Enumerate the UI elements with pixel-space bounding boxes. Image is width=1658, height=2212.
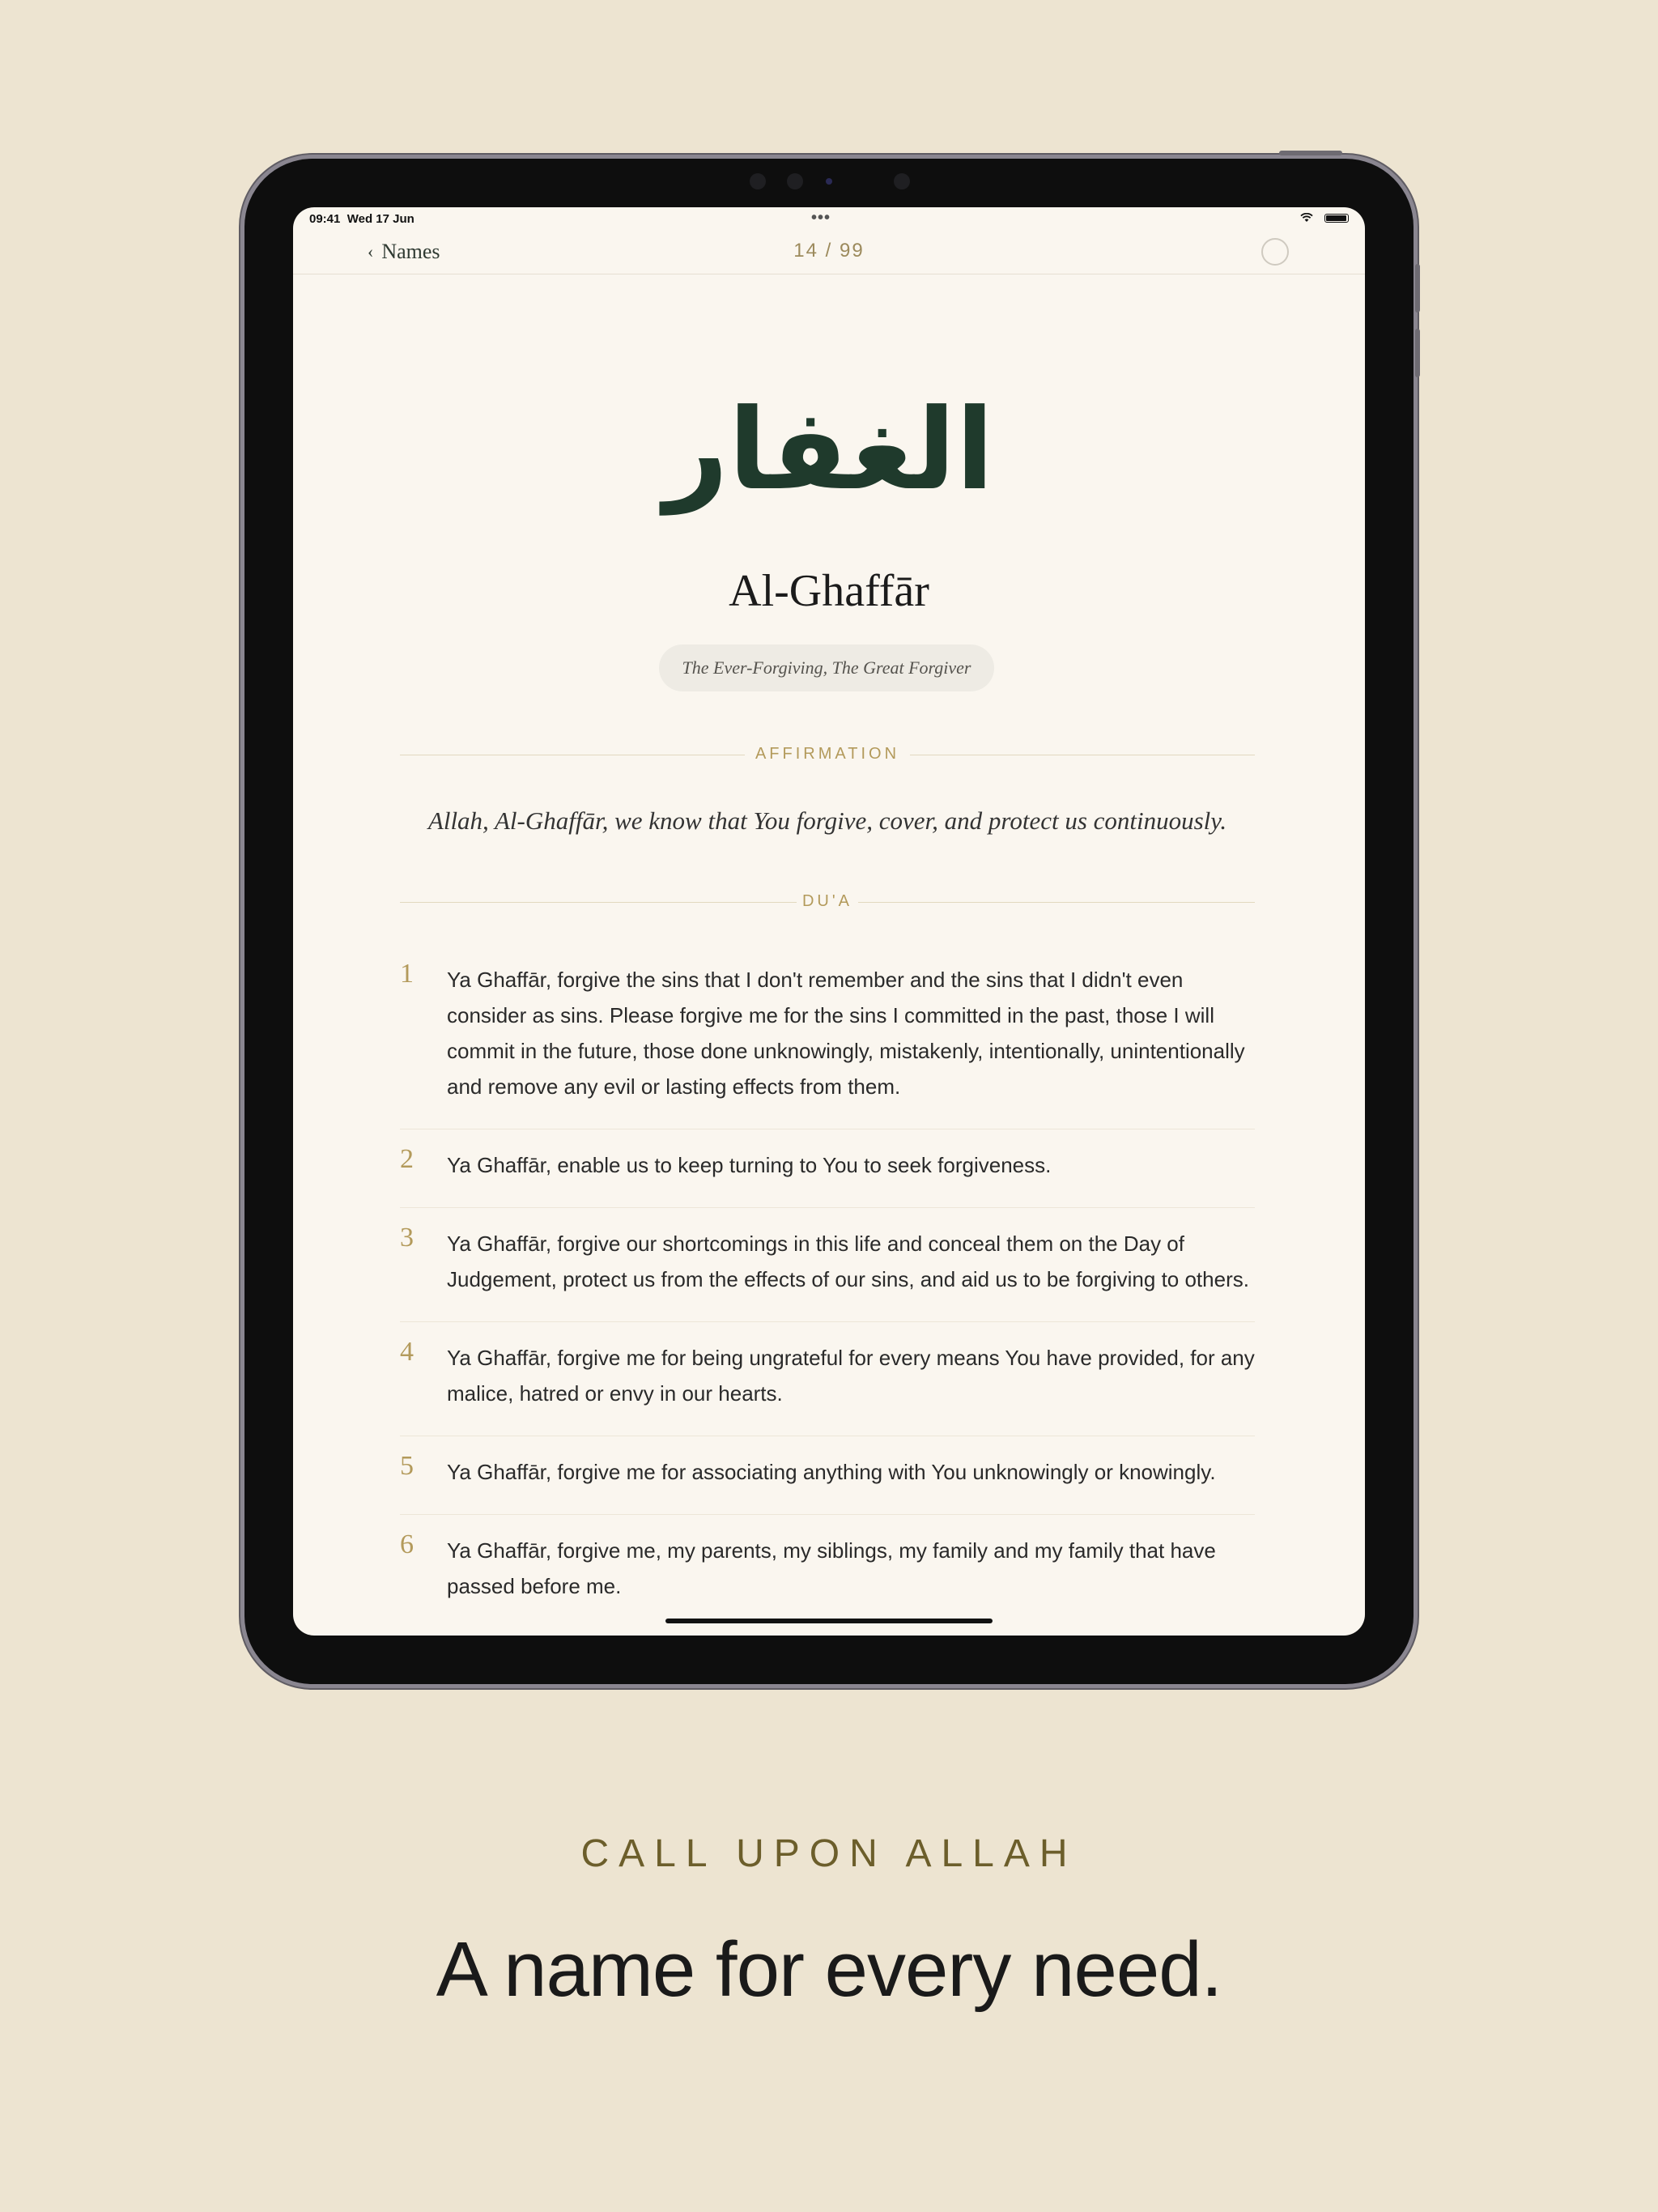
dua-number: 2 bbox=[400, 1144, 414, 1174]
status-time: 09:41 Wed 17 Jun bbox=[309, 212, 414, 226]
dua-number: 1 bbox=[400, 959, 414, 989]
dua-text: Ya Ghaffār, forgive our shortcomings in this life and conceal them on the Day of Judgement, protect us from the effects of our sins, and aid us to be forgiving to others. bbox=[447, 1231, 1249, 1291]
battery-icon bbox=[1324, 214, 1349, 223]
marketing-headline: A name for every need. bbox=[436, 1926, 1222, 2013]
mark-complete-toggle[interactable] bbox=[1261, 238, 1289, 266]
multitasking-dots-icon[interactable]: ••• bbox=[811, 209, 831, 227]
dua-number: 4 bbox=[400, 1337, 414, 1367]
dua-item bbox=[400, 1322, 1255, 1436]
sensor-dot bbox=[894, 173, 910, 189]
dua-item bbox=[400, 1436, 1255, 1515]
home-indicator[interactable] bbox=[665, 1619, 993, 1623]
dua-number: 5 bbox=[400, 1451, 414, 1481]
back-label: Names bbox=[381, 240, 440, 263]
wifi-icon bbox=[1300, 212, 1313, 225]
affirmation-divider bbox=[400, 745, 1255, 764]
chevron-left-icon: ‹ bbox=[368, 241, 374, 262]
volume-down-button bbox=[1415, 329, 1420, 377]
dua-item bbox=[400, 944, 1255, 1129]
arabic-name: الغفار bbox=[664, 385, 994, 515]
dua-item bbox=[400, 1129, 1255, 1208]
top-button bbox=[1279, 151, 1342, 155]
dua-heading: DU'A bbox=[801, 892, 853, 910]
front-camera bbox=[826, 178, 832, 185]
ipad-device-frame bbox=[244, 159, 1414, 1684]
dua-item bbox=[400, 1515, 1255, 1628]
dua-divider bbox=[400, 892, 1255, 912]
dua-list bbox=[400, 944, 1255, 1628]
name-counter: 14 / 99 bbox=[793, 240, 865, 262]
transliteration-title: Al-Ghaffār bbox=[729, 566, 929, 616]
dua-number: 3 bbox=[400, 1223, 414, 1253]
status-bar bbox=[293, 207, 1365, 228]
volume-up-button bbox=[1415, 264, 1420, 313]
dua-text: Ya Ghaffār, forgive me, my parents, my siblings, my family and my family that have passed before me. bbox=[447, 1538, 1216, 1598]
dua-text: Ya Ghaffār, enable us to keep turning to You to seek forgiveness. bbox=[447, 1153, 1052, 1177]
marketing-tagline: CALL UPON ALLAH bbox=[580, 1832, 1078, 1875]
navigation-bar bbox=[293, 228, 1365, 274]
app-screen bbox=[293, 207, 1365, 1636]
affirmation-text: Allah, Al-Ghaffār, we know that You forgive, cover, and protect us continuously. bbox=[427, 806, 1227, 835]
sensor-dot bbox=[787, 173, 803, 189]
affirmation-heading: AFFIRMATION bbox=[755, 745, 900, 763]
dua-text: Ya Ghaffār, forgive me for being ungrateful for every means You have provided, for any malice, hatred or envy in our hearts. bbox=[447, 1346, 1255, 1406]
dua-number: 6 bbox=[400, 1529, 414, 1559]
meaning-badge: The Ever-Forgiving, The Great Forgiver bbox=[659, 644, 994, 691]
dua-text: Ya Ghaffār, forgive the sins that I don't remember and the sins that I didn't even consider as sins. Please forgive me for the sins I committed in the past, those I will commit in the future, those done unknowingly, mistakenly, intentionally, unintentionally and remove any evil or lasting effects from them. bbox=[447, 968, 1245, 1099]
sensor-dot bbox=[750, 173, 766, 189]
dua-item bbox=[400, 1208, 1255, 1322]
dua-text: Ya Ghaffār, forgive me for associating anything with You unknowingly or knowingly. bbox=[447, 1460, 1216, 1484]
